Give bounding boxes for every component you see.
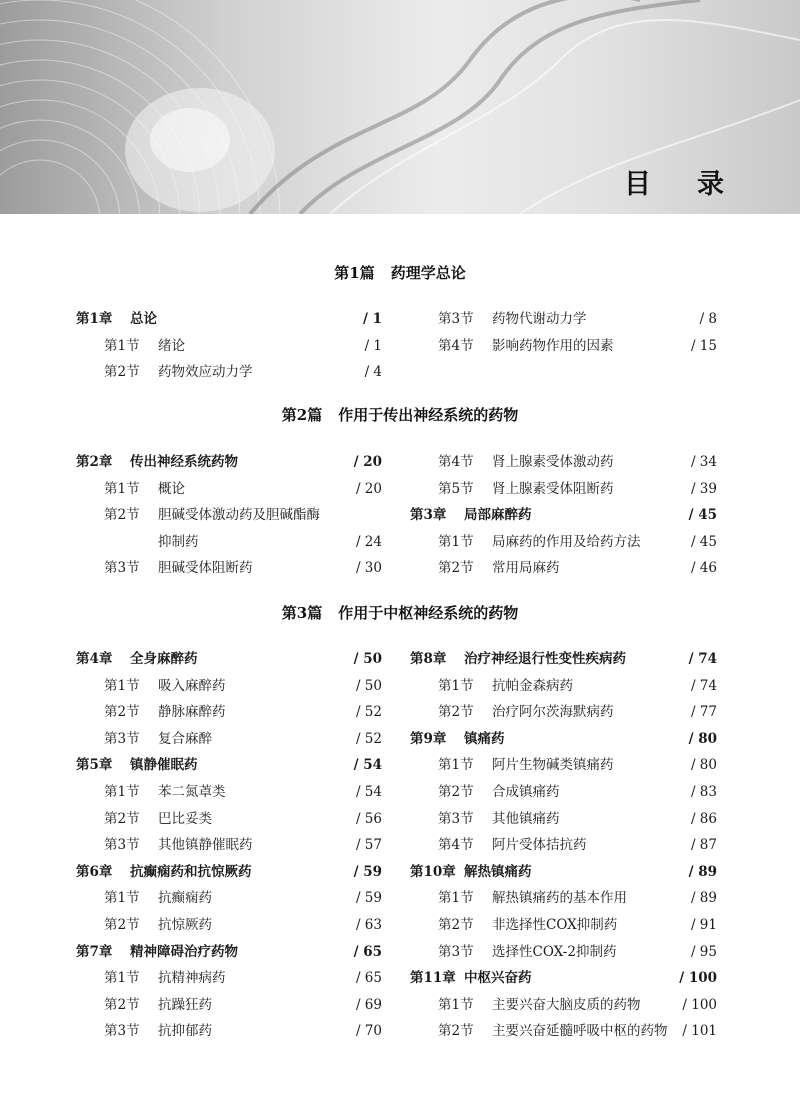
toc-section-row[interactable] — [76, 677, 382, 704]
part-heading — [0, 262, 800, 283]
toc-section-row[interactable] — [410, 889, 717, 916]
toc-page-number: / 87 — [690, 837, 717, 854]
toc-number: 第11章 — [410, 970, 456, 987]
toc-title: 传出神经系统药物 — [130, 454, 238, 470]
toc-page-number: / 45 — [688, 507, 717, 524]
toc-section-row[interactable] — [76, 533, 382, 560]
toc-number: 第1节 — [438, 996, 474, 1013]
toc-section-row[interactable] — [410, 943, 717, 970]
toc-page-number: / 86 — [690, 810, 717, 827]
toc-title: 胆碱受体激动药及胆碱酯酶 — [158, 507, 320, 524]
toc-number: 第1节 — [104, 783, 140, 800]
toc-section-row[interactable] — [76, 1022, 382, 1049]
toc-title: 抗癫痫药 — [158, 890, 212, 907]
toc-title: 镇痛药 — [464, 730, 505, 747]
toc-number: 第7章 — [76, 943, 113, 960]
toc-number: 第1章 — [76, 311, 113, 327]
toc-chapter-row[interactable] — [410, 863, 717, 890]
toc-number: 第3节 — [104, 1023, 140, 1040]
toc-section-row[interactable] — [410, 533, 717, 560]
toc-title: 治疗阿尔茨海默病药 — [492, 704, 614, 721]
toc-title: 胆碱受体阻断药 — [158, 560, 253, 577]
toc-chapter-row[interactable] — [76, 943, 382, 970]
toc-page-number: / 20 — [355, 480, 382, 497]
toc-title: 肾上腺素受体激动药 — [492, 454, 614, 470]
toc-column-right — [410, 650, 717, 1049]
toc-page-number: / 54 — [353, 757, 382, 774]
toc-section-row[interactable] — [76, 506, 382, 533]
toc-section-row[interactable] — [76, 337, 382, 364]
toc-page-number: / 56 — [355, 810, 382, 827]
toc-number: 第2章 — [76, 454, 113, 470]
toc-number: 第4节 — [438, 337, 474, 354]
toc-section-row[interactable] — [410, 453, 717, 480]
toc-section-row[interactable] — [410, 783, 717, 810]
part-number: 第3篇 — [281, 604, 323, 622]
toc-title: 其他镇痛药 — [492, 810, 560, 827]
toc-title: 概论 — [158, 480, 185, 497]
toc-title: 主要兴奋大脑皮质的药物 — [492, 996, 641, 1013]
toc-number: 第4章 — [76, 651, 113, 667]
toc-page-number: / 80 — [690, 757, 717, 774]
toc-page-number: / 74 — [690, 677, 717, 694]
toc-number: 第3节 — [104, 560, 140, 577]
toc-section-row[interactable] — [410, 810, 717, 837]
toc-section-row[interactable] — [410, 703, 717, 730]
toc-number: 第5节 — [438, 480, 474, 497]
part-heading — [0, 602, 800, 623]
toc-page-number: / 20 — [353, 454, 382, 470]
toc-title: 局部麻醉药 — [464, 507, 532, 524]
toc-page-number: / 70 — [355, 1023, 382, 1040]
toc-page-number: / 24 — [355, 533, 382, 550]
toc-page-number: / 95 — [690, 943, 717, 960]
toc-section-row[interactable] — [76, 969, 382, 996]
toc-section-row[interactable] — [410, 337, 717, 364]
toc-chapter-row[interactable] — [410, 730, 717, 757]
toc-section-row[interactable] — [410, 836, 717, 863]
toc-section-row[interactable] — [76, 730, 382, 757]
toc-chapter-row[interactable] — [410, 650, 717, 677]
toc-title: 药物代谢动力学 — [492, 311, 587, 327]
toc-number: 第2节 — [104, 704, 140, 721]
toc-section-row[interactable] — [410, 996, 717, 1023]
toc-section-row[interactable] — [410, 756, 717, 783]
toc-page-number: / 1 — [362, 311, 382, 327]
toc-page-number: / 59 — [355, 890, 382, 907]
toc-title: 阿片受体拮抗药 — [492, 837, 587, 854]
toc-page-number: / 34 — [690, 454, 717, 470]
toc-title: 镇静催眠药 — [130, 757, 198, 774]
part-title: 作用于中枢神经系统的药物 — [338, 604, 519, 622]
toc-number: 第2节 — [104, 916, 140, 933]
toc-section-row[interactable] — [410, 1022, 717, 1049]
toc-section-row[interactable] — [410, 480, 717, 507]
toc-title: 影响药物作用的因素 — [492, 337, 614, 354]
part-number: 第2篇 — [281, 406, 323, 424]
toc-section-row[interactable] — [76, 783, 382, 810]
toc-section-row[interactable] — [76, 836, 382, 863]
toc-column-left — [76, 310, 382, 390]
toc-title: 精神障碍治疗药物 — [130, 943, 238, 960]
toc-number: 第2节 — [104, 996, 140, 1013]
toc-number: 第3章 — [410, 507, 447, 524]
toc-title: 绪论 — [158, 337, 185, 354]
toc-chapter-row[interactable] — [76, 863, 382, 890]
toc-page-number: / 39 — [690, 480, 717, 497]
part-heading — [0, 404, 800, 425]
toc-number: 第1节 — [104, 480, 140, 497]
toc-column-left — [76, 453, 382, 586]
toc-title: 吸入麻醉药 — [158, 677, 226, 694]
toc-page-number: / 91 — [690, 916, 717, 933]
toc-title: 中枢兴奋药 — [464, 970, 532, 987]
toc-page-number: / 65 — [355, 970, 382, 987]
toc-section-row[interactable] — [76, 363, 382, 390]
toc-page-number: / 100 — [682, 996, 717, 1013]
toc-page-number: / 101 — [682, 1023, 717, 1040]
toc-number: 第2节 — [104, 810, 140, 827]
toc-number: 第10章 — [410, 863, 456, 880]
toc-number: 第3节 — [104, 730, 140, 747]
toc-number: 第1节 — [104, 890, 140, 907]
toc-number: 第4节 — [438, 454, 474, 470]
toc-chapter-row[interactable] — [76, 310, 382, 337]
toc-page-number: / 74 — [688, 651, 717, 667]
toc-page-number: / 69 — [355, 996, 382, 1013]
toc-number: 第3节 — [104, 837, 140, 854]
toc-chapter-row[interactable] — [410, 969, 717, 996]
toc-page-number: / 50 — [353, 651, 382, 667]
toc-title: 抗精神病药 — [158, 970, 226, 987]
toc-number: 第5章 — [76, 757, 113, 774]
toc-number: 第3节 — [438, 810, 474, 827]
toc-page-number: / 30 — [355, 560, 382, 577]
toc-page-number: / 8 — [699, 311, 717, 327]
toc-title: 选择性COX-2抑制药 — [492, 943, 617, 960]
toc-number: 第2节 — [438, 560, 474, 577]
toc-number: 第2节 — [104, 507, 140, 524]
toc-number: 第1节 — [104, 677, 140, 694]
toc-number: 第1节 — [104, 337, 140, 354]
toc-number: 第8章 — [410, 651, 447, 667]
toc-section-row[interactable] — [76, 703, 382, 730]
toc-number: 第2节 — [438, 916, 474, 933]
toc-title: 肾上腺素受体阻断药 — [492, 480, 614, 497]
toc-section-row[interactable] — [76, 559, 382, 586]
toc-column-right — [410, 453, 717, 586]
toc-title: 抗抑郁药 — [158, 1023, 212, 1040]
toc-chapter-row[interactable] — [76, 453, 382, 480]
toc-title: 解热镇痛药 — [464, 863, 532, 880]
toc-page-number: / 89 — [688, 863, 717, 880]
toc-page-number: / 52 — [355, 704, 382, 721]
toc-page-number: / 1 — [364, 337, 382, 354]
toc-title: 巴比妥类 — [158, 810, 212, 827]
toc-title: 抗躁狂药 — [158, 996, 212, 1013]
toc-column-left — [76, 650, 382, 1049]
toc-section-row[interactable] — [410, 677, 717, 704]
toc-page-number: / 50 — [355, 677, 382, 694]
toc-section-row[interactable] — [410, 310, 717, 337]
toc-section-row[interactable] — [76, 810, 382, 837]
toc-title: 常用局麻药 — [492, 560, 560, 577]
toc-title: 阿片生物碱类镇痛药 — [492, 757, 614, 774]
toc-page-number: / 89 — [690, 890, 717, 907]
toc-title: 解热镇痛药的基本作用 — [492, 890, 627, 907]
toc-number: 第3节 — [438, 943, 474, 960]
toc-page-number: / 80 — [688, 730, 717, 747]
toc-title: 抗惊厥药 — [158, 916, 212, 933]
toc-number: 第2节 — [438, 704, 474, 721]
toc-page-number: / 46 — [690, 560, 717, 577]
page-title: 目录 — [624, 169, 770, 200]
toc-number: 第2节 — [104, 364, 140, 381]
toc-title: 局麻药的作用及给药方法 — [492, 533, 641, 550]
toc-title: 合成镇痛药 — [492, 783, 560, 800]
toc-number: 第3节 — [438, 311, 474, 327]
toc-number: 第1节 — [438, 890, 474, 907]
toc-number: 第9章 — [410, 730, 447, 747]
toc-title: 抗癫痫药和抗惊厥药 — [130, 863, 252, 880]
toc-title: 治疗神经退行性变性疾病药 — [464, 651, 626, 667]
toc-page-number: / 52 — [355, 730, 382, 747]
toc-section-row[interactable] — [76, 916, 382, 943]
toc-title: 总论 — [130, 311, 157, 327]
toc-section-row[interactable] — [410, 916, 717, 943]
toc-title: 抗帕金森病药 — [492, 677, 573, 694]
toc-column-right — [410, 310, 717, 363]
toc-page-number: / 57 — [355, 837, 382, 854]
toc-section-row[interactable] — [410, 559, 717, 586]
toc-section-row[interactable] — [76, 480, 382, 507]
part-title: 药理学总论 — [390, 264, 466, 282]
toc-title: 静脉麻醉药 — [158, 704, 226, 721]
toc-page-number: / 45 — [690, 533, 717, 550]
toc-section-row[interactable] — [76, 996, 382, 1023]
toc-number: 第1节 — [438, 533, 474, 550]
toc-number: 第1节 — [438, 757, 474, 774]
toc-page-number: / 4 — [364, 364, 382, 381]
toc-number: 第2节 — [438, 783, 474, 800]
toc-chapter-row[interactable] — [76, 650, 382, 677]
toc-title: 药物效应动力学 — [158, 364, 253, 381]
toc-page-number: / 83 — [690, 783, 717, 800]
toc-page-number: / 65 — [353, 943, 382, 960]
toc-title: 其他镇静催眠药 — [158, 837, 253, 854]
toc-number: 第1节 — [438, 677, 474, 694]
toc-chapter-row[interactable] — [76, 756, 382, 783]
toc-page-number: / 77 — [690, 704, 717, 721]
toc-number: 第6章 — [76, 863, 113, 880]
toc-chapter-row[interactable] — [410, 506, 717, 533]
part-title: 作用于传出神经系统的药物 — [338, 406, 519, 424]
toc-page-number: / 63 — [355, 916, 382, 933]
toc-page-number: / 15 — [690, 337, 717, 354]
toc-title: 全身麻醉药 — [130, 651, 198, 667]
part-number: 第1篇 — [334, 264, 375, 282]
toc-number: 第4节 — [438, 837, 474, 854]
toc-number: 第2节 — [438, 1023, 474, 1040]
toc-title: 复合麻醉 — [158, 730, 212, 747]
toc-title: 苯二氮䓬类 — [158, 783, 226, 800]
toc-page-number: / 59 — [353, 863, 382, 880]
toc-title: 抑制药 — [158, 533, 199, 550]
toc-page-number: / 54 — [355, 783, 382, 800]
toc-page-number: / 100 — [679, 970, 717, 987]
toc-number: 第1节 — [104, 970, 140, 987]
toc-title: 非选择性COX抑制药 — [492, 916, 618, 933]
toc-title: 主要兴奋延髓呼吸中枢的药物 — [492, 1023, 668, 1040]
toc-section-row[interactable] — [76, 889, 382, 916]
